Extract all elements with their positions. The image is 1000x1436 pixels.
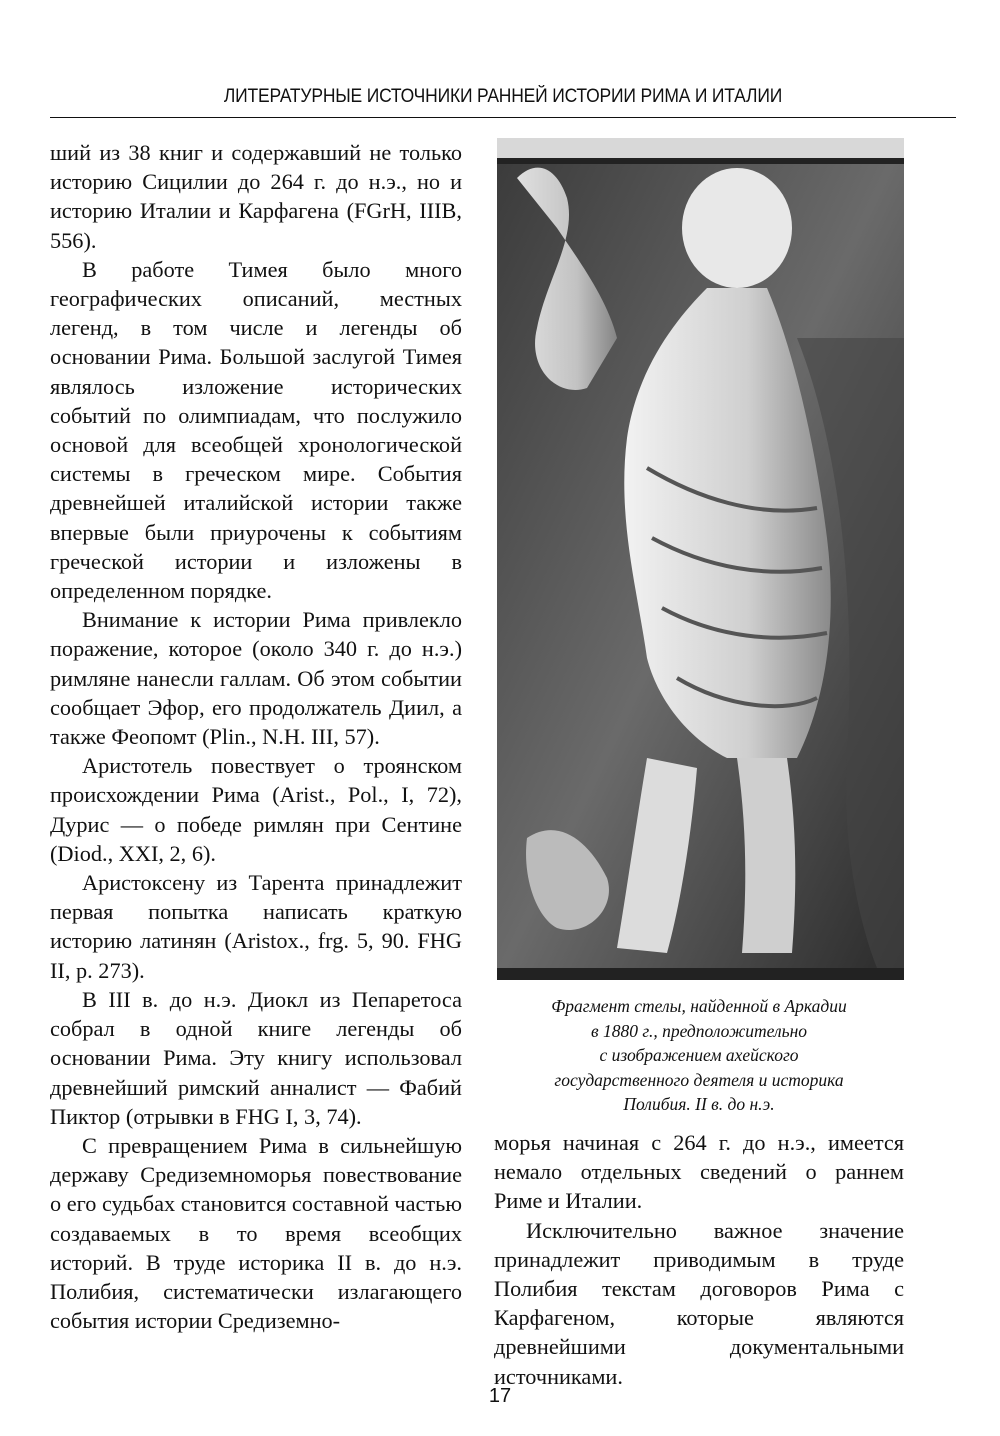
stele-relief-photo (497, 138, 904, 980)
running-header: ЛИТЕРАТУРНЫЕ ИСТОЧНИКИ РАННЕЙ ИСТОРИИ РИМА И ИТАЛИИ (223, 86, 783, 107)
caption-line: государственного деятеля и историка (554, 1069, 844, 1090)
paragraph: С превращением Рима в сильнейшую державу Средиземноморья повествование о его судьбах становится составной частью создаваемых в то время всеобщих историй. В труде историка II в. до н.э. Полибия, систематически излагающего события истории Средиземно- (50, 1132, 462, 1334)
caption-line: с изображением ахейского (599, 1045, 799, 1065)
paragraph: Внимание к истории Рима привлекло поражение, которое (около 340 г. до н.э.) римляне нанесли галлам. Об этом событии сообщает Эфор, его продолжатель Диил, а также Феопомт (Plin., N.H. III, 57). (50, 607, 462, 750)
paragraph: В III в. до н.э. Диокл из Пепаретоса собрал в одной книге легенды об основании Рима. Эту книгу использовал древнейший римский анналист — Фабий Пиктор (отрывки в FHG I, 3, 74). (50, 986, 462, 1129)
right-column (494, 1128, 904, 1391)
caption-line: в 1880 г., предположительно (591, 1020, 807, 1041)
page-number: 17 (488, 1385, 512, 1407)
caption-line: Полибия. II в. до н.э. (623, 1094, 775, 1114)
paragraph: В работе Тимея было много географических описаний, местных легенд, в том числе и легенды об основании Рима. Большой заслугой Тимея являлось изложение исторических событий по олимпиадам, что послужило основой для всеобщей хронологической системы в греческом мире. События древнейшей италийской истории также впервые были приурочены к событиям греческой истории и изложены в определенном порядке. (50, 256, 462, 604)
caption-line: Фрагмент стелы, найденной в Аркадии (551, 996, 847, 1016)
header-rule (50, 117, 956, 118)
paragraph: ший из 38 книг и содержавший не только историю Сицилии до 264 г. до н.э., но и историю Италии и Карфагена (FGrH, IIIB, 556). (50, 140, 462, 253)
stele-relief-drawing (497, 138, 904, 980)
paragraph: Аристотель повествует о троянском происхождении Рима (Arist., Pol., I, 72), Дурис — о победе римлян при Сентине (Diod., XXI, 2, 6). (50, 753, 462, 866)
figure-caption (494, 994, 904, 1117)
left-column (50, 138, 462, 1335)
paragraph: Исключительно важное значение принадлежит приводимым в труде Полибия текстам договоров Рима с Карфагеном, которые являются древнейшими документальными источниками. (494, 1217, 904, 1389)
paragraph: морья начиная с 264 г. до н.э., имеется немало отдельных сведений о раннем Риме и Италии. (494, 1130, 904, 1214)
paragraph: Аристоксену из Тарента принадлежит первая попытка написать краткую историю латинян (Aristox., frg. 5, 90. FHG II, p. 273). (50, 870, 462, 983)
